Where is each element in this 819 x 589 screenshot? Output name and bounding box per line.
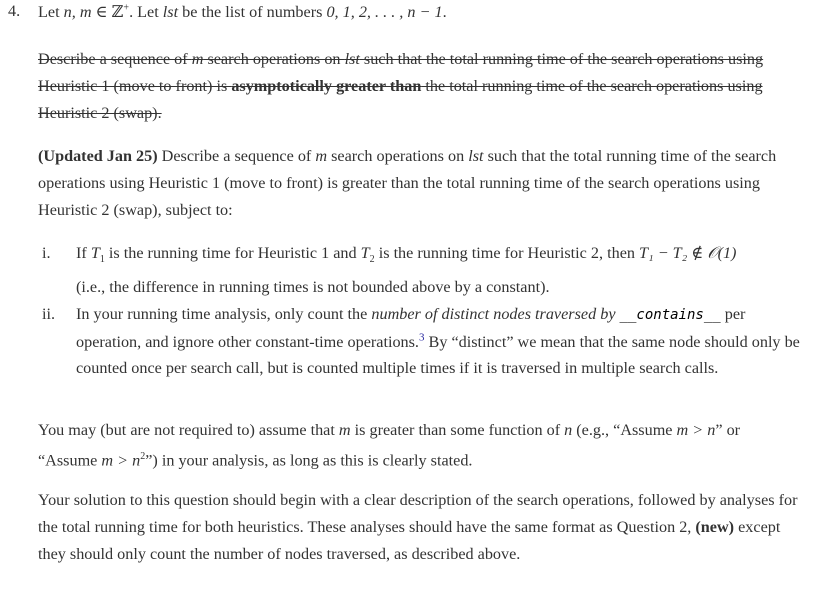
list-item xyxy=(38,240,803,301)
text: be the list of numbers xyxy=(178,3,327,21)
list-marker: ii. xyxy=(42,304,56,323)
math: 0, 1, 2, . . . , n − 1 xyxy=(326,3,443,21)
text: . Let xyxy=(129,3,163,21)
conditions-list xyxy=(38,240,803,382)
math: lst xyxy=(468,147,484,165)
question-number: 4. xyxy=(8,2,21,20)
math: T xyxy=(90,244,100,262)
math: T₁ − T₂ ∉ 𝒪(1) xyxy=(639,244,737,262)
text: except they should only count the number of nodes traversed, as described above. xyxy=(38,517,781,563)
text: (i.e., the difference in running times is not bounded above by a constant). xyxy=(76,278,550,297)
math-sup: 2 xyxy=(140,450,146,462)
text: is the running time for Heuristic 1 and xyxy=(104,244,361,262)
text: ” or “Assume xyxy=(38,421,741,470)
math: T xyxy=(360,244,370,262)
text: Let xyxy=(38,3,64,21)
math: lst xyxy=(162,3,179,21)
math: ∈ ℤ xyxy=(91,3,124,21)
bold-text: (new) xyxy=(695,517,735,536)
text: In your running time analysis, only count the xyxy=(76,304,372,323)
assumption-paragraph xyxy=(38,417,803,474)
math: m xyxy=(315,147,328,165)
text: such that the total running time of the search operations using Heuristic 1 (move to front) is greater than the total running time of the search operations using Heuristic 2 (swap), subject to: xyxy=(38,147,777,219)
text: search operations on xyxy=(327,147,469,165)
updated-paragraph xyxy=(38,143,803,223)
math: m > n xyxy=(676,421,716,439)
bold-text: asymptotically greater than xyxy=(231,76,422,95)
text: search operations on xyxy=(203,50,345,68)
list-marker: i. xyxy=(42,244,51,262)
math: m xyxy=(191,50,204,68)
code-contains: __contains__ xyxy=(619,306,721,323)
math-sub: 1 xyxy=(99,254,105,266)
italic-text: number of distinct nodes traversed by xyxy=(371,304,620,323)
math: n xyxy=(564,421,573,439)
text: Describe a sequence of xyxy=(157,147,316,165)
math: m xyxy=(338,421,351,439)
text: By “distinct” we mean that the same node should only be counted once per search call, but is counted multiple times if it is traversed in multiple search calls. xyxy=(76,332,800,378)
text: ”) in your analysis, as long as this is clearly stated. xyxy=(145,451,473,470)
text: . xyxy=(442,3,447,21)
math: lst xyxy=(344,50,360,68)
question-intro xyxy=(38,2,447,22)
text: such that the total running time of the search operations using Heuristic 1 (move to front) is xyxy=(38,50,764,95)
text: Your solution to this question should begin with a clear description of the search operations, followed by analyses for the total running time for both heuristics. These analyses should have the same format as Question 2, xyxy=(38,491,798,536)
math-sup: + xyxy=(123,2,130,14)
math: n, m xyxy=(63,3,92,21)
text: Describe a sequence of xyxy=(38,50,192,68)
update-tag: (Updated Jan 25) xyxy=(38,147,158,165)
solution-paragraph xyxy=(38,487,803,567)
footnote-link[interactable]: 3 xyxy=(418,331,425,344)
text: is the running time for Heuristic 2, then xyxy=(374,244,640,262)
text: (e.g., “Assume xyxy=(572,421,677,439)
text: is greater than some function of xyxy=(350,421,565,439)
math: m > n xyxy=(101,451,141,470)
struck-paragraph xyxy=(38,46,803,126)
text: If xyxy=(76,244,91,262)
list-item xyxy=(38,301,803,382)
text: per operation, and ignore other constant-time operations. xyxy=(76,304,746,351)
math-sub: 2 xyxy=(369,254,375,266)
text: You may (but are not required to) assume that xyxy=(38,421,339,439)
text: the total running time of the search operations using Heuristic 2 (swap). xyxy=(38,76,763,122)
